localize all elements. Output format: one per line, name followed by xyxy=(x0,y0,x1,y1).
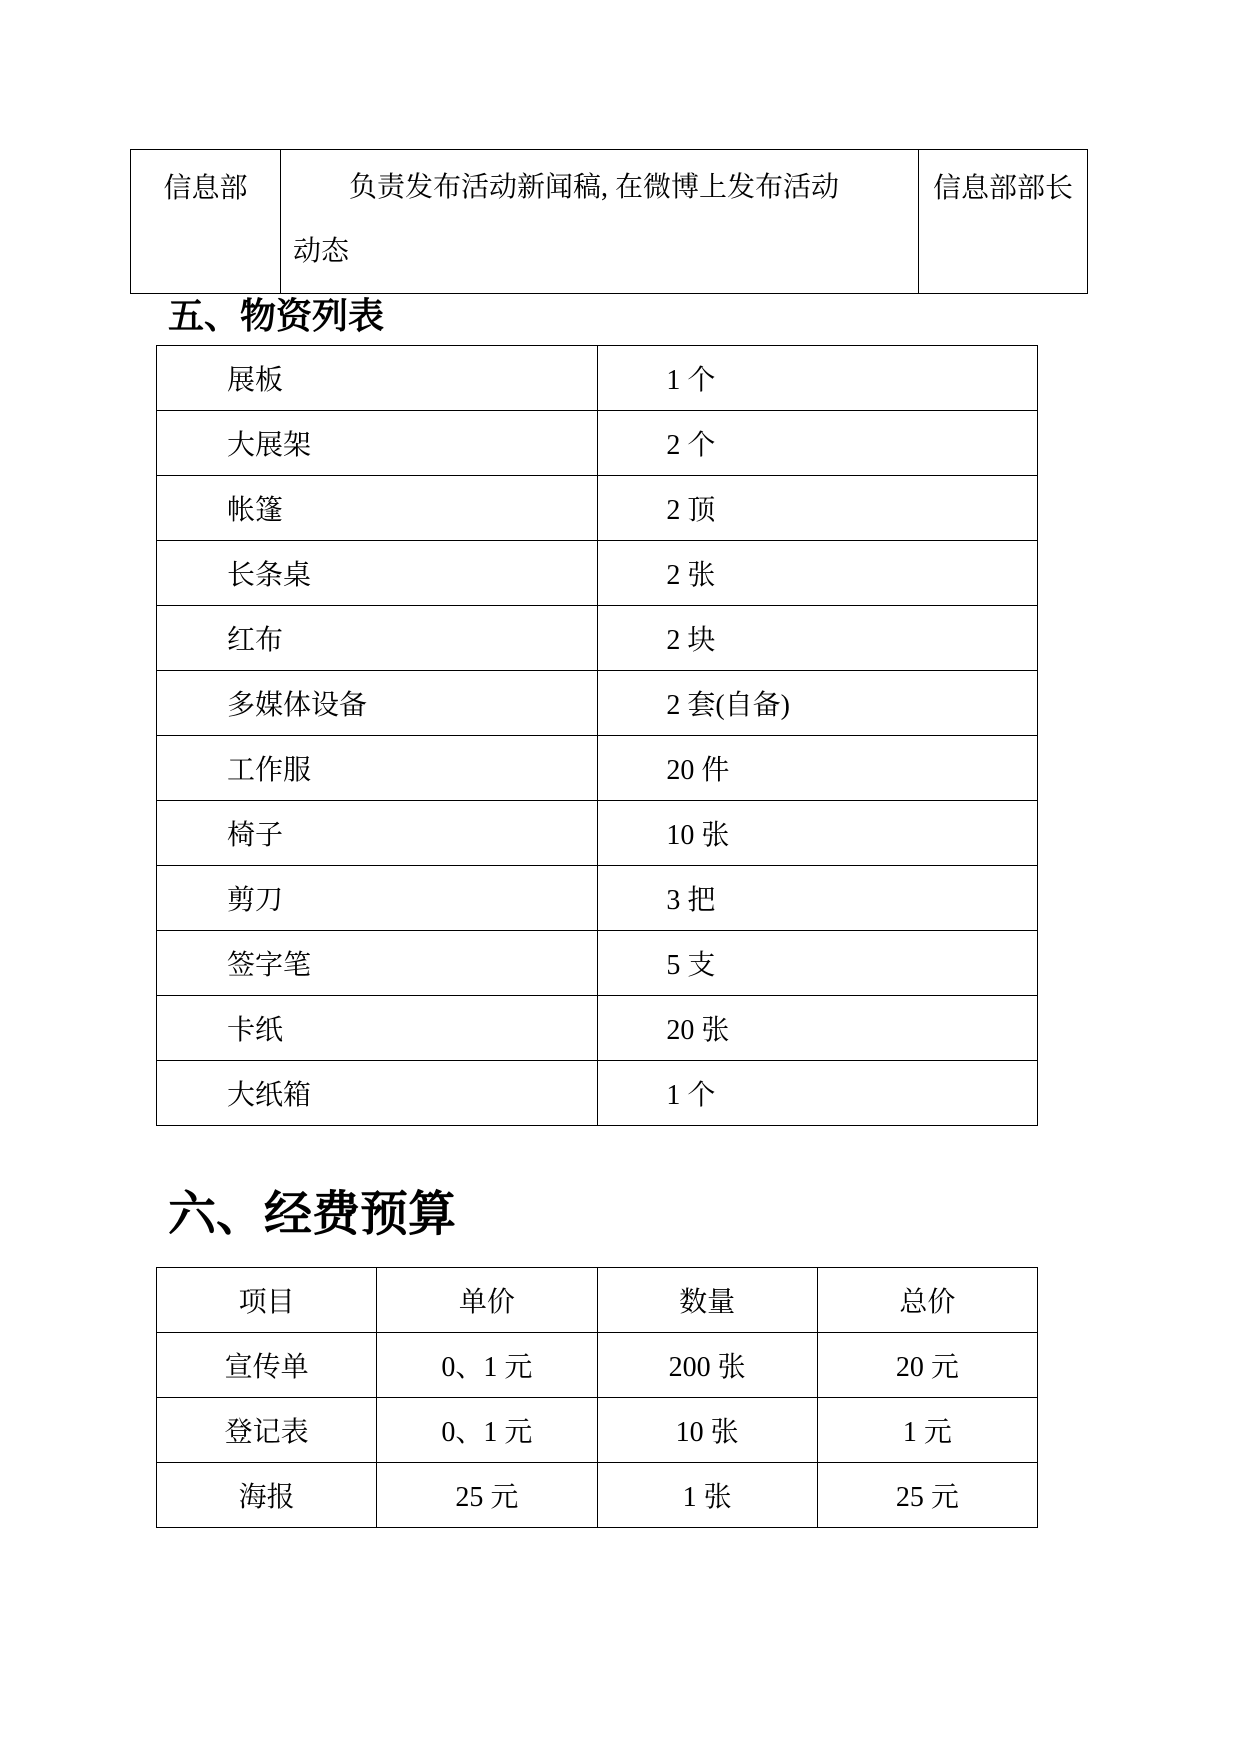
supply-name: 大展架 xyxy=(157,411,598,476)
supply-name: 大纸箱 xyxy=(157,1061,598,1126)
supply-name: 红布 xyxy=(157,606,598,671)
department-duty xyxy=(281,150,919,294)
table-row xyxy=(157,606,1038,671)
supply-quantity: 20 件 xyxy=(598,736,1038,801)
table-row xyxy=(157,1333,1038,1398)
budget-table xyxy=(156,1267,1038,1528)
supply-name: 工作服 xyxy=(157,736,598,801)
supply-name: 帐篷 xyxy=(157,476,598,541)
header-item: 项目 xyxy=(157,1268,377,1333)
table-row xyxy=(157,1463,1038,1528)
table-row xyxy=(157,736,1038,801)
supplies-section-title: 五、物资列表 xyxy=(168,296,385,337)
duty-line-1: 负责发布活动新闻稿, 在微博上发布活动 xyxy=(349,172,840,203)
budget-total: 25 元 xyxy=(817,1463,1037,1528)
supply-name: 剪刀 xyxy=(157,866,598,931)
table-header-row xyxy=(157,1268,1038,1333)
department-name: 信息部 xyxy=(131,150,281,294)
budget-total: 1 元 xyxy=(817,1398,1037,1463)
budget-quantity: 1 张 xyxy=(597,1463,817,1528)
responsibility-table xyxy=(130,149,1088,294)
table-row xyxy=(131,150,1088,294)
supply-quantity: 5 支 xyxy=(598,931,1038,996)
supply-quantity: 10 张 xyxy=(598,801,1038,866)
table-row xyxy=(157,1061,1038,1126)
duty-line-2: 动态 xyxy=(293,236,350,267)
table-row xyxy=(157,476,1038,541)
supply-name: 签字笔 xyxy=(157,931,598,996)
budget-total: 20 元 xyxy=(817,1333,1037,1398)
budget-quantity: 10 张 xyxy=(597,1398,817,1463)
budget-item: 宣传单 xyxy=(157,1333,377,1398)
budget-item: 登记表 xyxy=(157,1398,377,1463)
table-row xyxy=(157,931,1038,996)
header-total-price: 总价 xyxy=(817,1268,1037,1333)
supply-quantity: 2 张 xyxy=(598,541,1038,606)
supply-quantity: 3 把 xyxy=(598,866,1038,931)
budget-unit-price: 0、1 元 xyxy=(377,1333,597,1398)
supply-quantity: 2 套(自备) xyxy=(598,671,1038,736)
table-row xyxy=(157,346,1038,411)
header-quantity: 数量 xyxy=(597,1268,817,1333)
table-row xyxy=(157,996,1038,1061)
supply-quantity: 2 块 xyxy=(598,606,1038,671)
supply-quantity: 2 顶 xyxy=(598,476,1038,541)
supply-name: 多媒体设备 xyxy=(157,671,598,736)
header-unit-price: 单价 xyxy=(377,1268,597,1333)
budget-section-title: 六、经费预算 xyxy=(168,1186,457,1242)
budget-quantity: 200 张 xyxy=(597,1333,817,1398)
table-row xyxy=(157,866,1038,931)
table-row xyxy=(157,801,1038,866)
supply-name: 卡纸 xyxy=(157,996,598,1061)
supply-quantity: 1 个 xyxy=(598,1061,1038,1126)
table-row xyxy=(157,411,1038,476)
supplies-table xyxy=(156,345,1038,1126)
supply-name: 展板 xyxy=(157,346,598,411)
department-owner: 信息部部长 xyxy=(919,150,1088,294)
supply-name: 长条桌 xyxy=(157,541,598,606)
table-row xyxy=(157,671,1038,736)
budget-item: 海报 xyxy=(157,1463,377,1528)
table-row xyxy=(157,541,1038,606)
budget-unit-price: 25 元 xyxy=(377,1463,597,1528)
supply-name: 椅子 xyxy=(157,801,598,866)
supply-quantity: 1 个 xyxy=(598,346,1038,411)
supply-quantity: 2 个 xyxy=(598,411,1038,476)
budget-unit-price: 0、1 元 xyxy=(377,1398,597,1463)
supply-quantity: 20 张 xyxy=(598,996,1038,1061)
table-row xyxy=(157,1398,1038,1463)
